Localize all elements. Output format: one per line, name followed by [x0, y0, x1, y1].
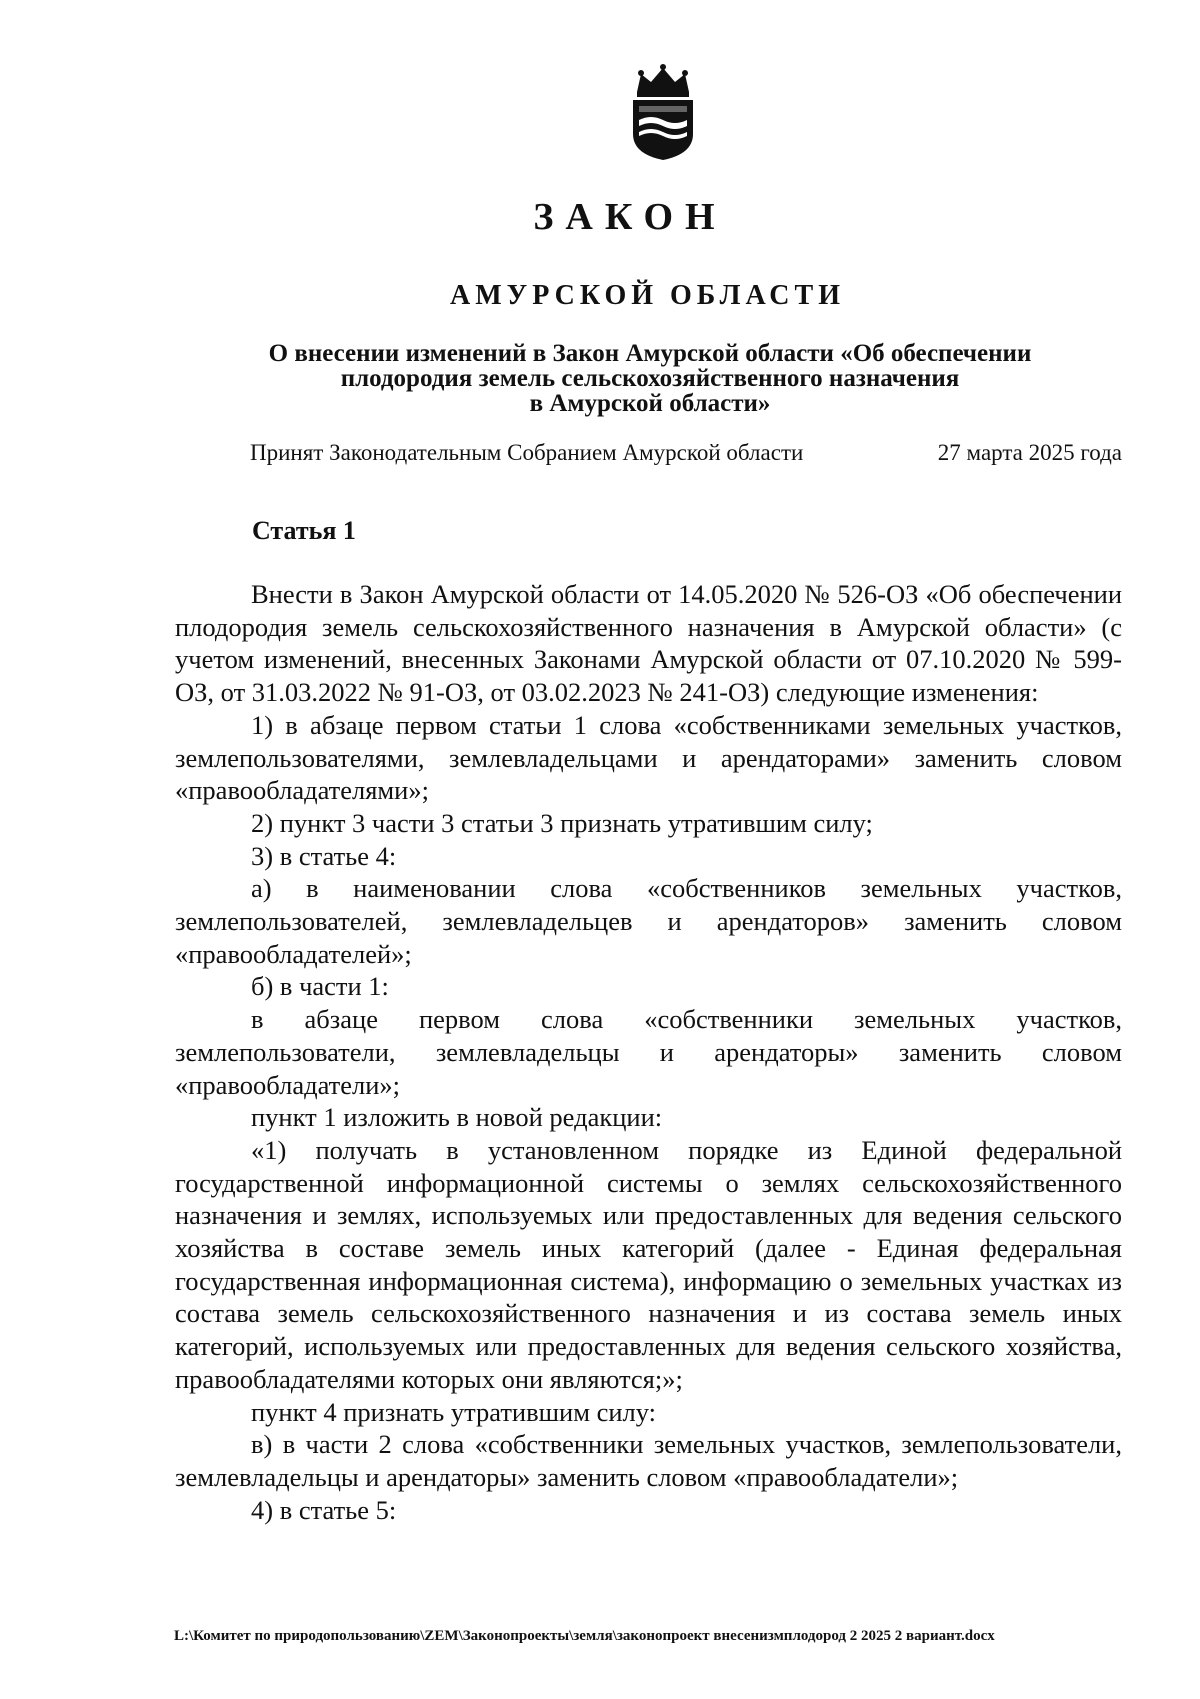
file-path-footer: L:\Комитет по природопользованию\ZEM\Законопроекты\земля\законопроект внесенизмплодород 2 2025 2 вариант.docx	[174, 1628, 995, 1644]
paragraph: Внести в Закон Амурской области от 14.05.2020 № 526-ОЗ «Об обеспечении плодородия земель сельскохозяйственного назначения в Амурской области» (с учетом изменений, внесенных Законами Амурской области от 07.10.2020 № 599-ОЗ, от 31.03.2022 № 91-ОЗ, от 03.02.2023 № 241-ОЗ) следующие изменения:	[175, 579, 1122, 708]
adoption-line	[250, 440, 1122, 466]
adopted-date: 27 марта 2025 года	[937, 440, 1122, 465]
paragraph: 3) в статье 4:	[251, 840, 397, 871]
law-subject	[210, 341, 1090, 416]
paragraph: 2) пункт 3 части 3 статьи 3 признать утратившим силу;	[251, 807, 873, 838]
paragraph: а) в наименовании слова «собственников земельных участков, землепользователей, землевладельцев и арендаторов» заменить словом «правообладателей»;	[175, 873, 1122, 969]
paragraph: «1) получать в установленном порядке из Единой федеральной государственной информационной системы о землях сельскохозяйственного назначения и землях, используемых или предоставленных для ведения сельского хозяйства в составе земель иных категорий (далее - Единая федеральная государственная информационная система), информацию о земельных участках из состава земель сельскохозяйственного назначения и из состава земель иных категорий, используемых или предоставленных для ведения сельского хозяйства, правообладателями которых они являются;»;	[175, 1134, 1122, 1394]
adopted-by: Принят Законодательным Собранием Амурской области	[250, 440, 804, 465]
paragraph: пункт 4 признать утратившим силу:	[251, 1396, 657, 1427]
article-body	[175, 578, 1122, 1526]
paragraph: в) в части 2 слова «собственники земельных участков, землепользователи, землевладельцы и арендаторы» заменить словом «правообладатели»;	[175, 1429, 1122, 1492]
paragraph: 1) в абзаце первом статьи 1 слова «собственниками земельных участков, землепользователями, землевладельцами и арендаторами» заменить словом «правообладателями»;	[175, 709, 1122, 806]
article-heading: Статья 1	[252, 516, 356, 545]
paragraph: пункт 1 изложить в новой редакции:	[251, 1102, 663, 1133]
paragraph: б) в части 1:	[251, 971, 389, 1002]
subject-line: О внесении изменений в Закон Амурской области «Об обеспечении	[268, 340, 1032, 367]
region-title: АМУРСКОЙ ОБЛАСТИ	[450, 280, 845, 311]
subject-line: в Амурской области»	[529, 390, 771, 417]
paragraph: 4) в статье 5:	[251, 1494, 397, 1525]
document-title: ЗАКОН	[533, 196, 727, 238]
paragraph: в абзаце первом слова «собственники земельных участков, землепользователи, землевладельцы и арендаторы» заменить словом «правообладатели»;	[175, 1004, 1122, 1100]
subject-line: плодородия земель сельскохозяйственного назначения	[340, 365, 960, 392]
coat-of-arms-icon	[623, 62, 703, 162]
